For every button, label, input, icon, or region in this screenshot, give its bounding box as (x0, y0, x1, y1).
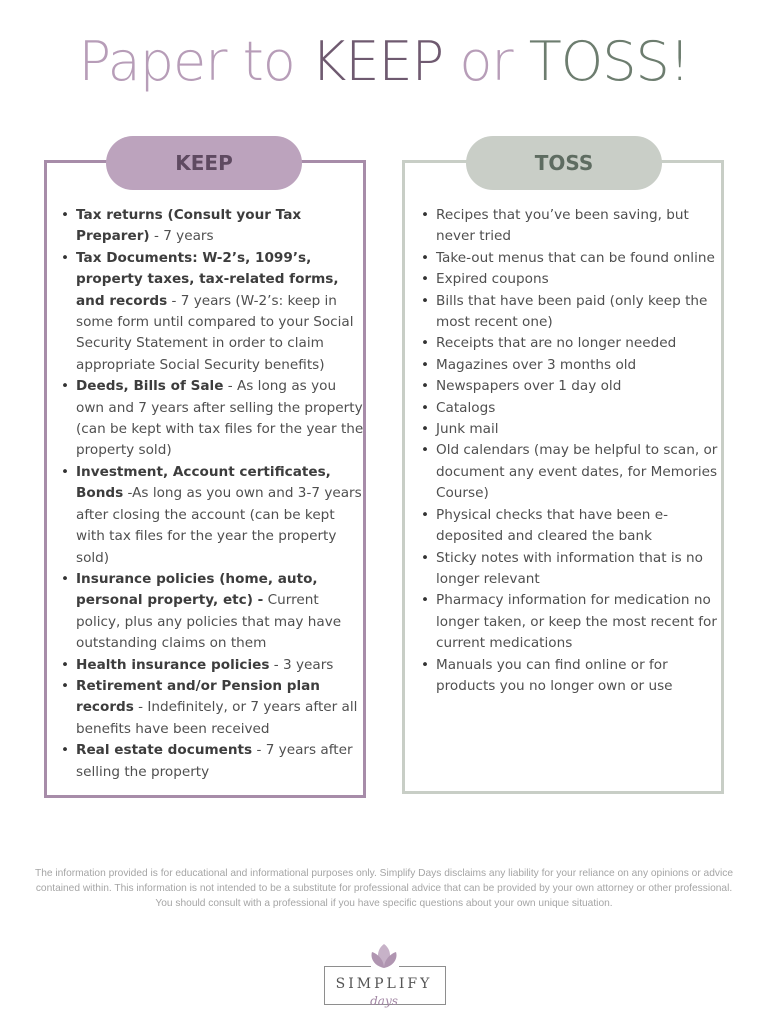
keep-item (76, 376, 366, 462)
toss-item: • Old calendars (may be helpful to scan, or document any event dates, for Memories Course) (436, 440, 726, 504)
keep-item-bold: Investment, Account certificates, Bonds (76, 463, 331, 502)
toss-header: TOSS (466, 136, 662, 190)
toss-item: • Junk mail (436, 419, 726, 440)
title-part-toss: TOSS! (528, 30, 690, 93)
keep-item-text: - 7 years (149, 228, 214, 245)
keep-item-text: Current policy, plus any policies that may have outstanding claims on them (76, 592, 342, 652)
keep-item (76, 740, 366, 783)
toss-item: • Take-out menus that can be found online (436, 248, 726, 269)
logo-script: days (370, 994, 398, 1008)
keep-item (76, 248, 366, 376)
toss-item: • Expired coupons (436, 269, 726, 290)
keep-item (76, 205, 366, 248)
title-part-paper: Paper to (78, 30, 311, 93)
keep-item-text: - 3 years (269, 656, 334, 673)
keep-header: KEEP (106, 136, 302, 190)
toss-item: • Bills that have been paid (only keep the most recent one) (436, 291, 726, 334)
keep-item-bold: Real estate documents (76, 742, 253, 759)
toss-list (416, 205, 726, 697)
keep-item-bold: Insurance policies (home, auto, personal property, etc) - (76, 570, 318, 609)
toss-item: • Physical checks that have been e-deposited and cleared the bank (436, 505, 726, 548)
simplify-days-logo (306, 942, 462, 1018)
toss-item: • Pharmacy information for medication no longer taken, or keep the most recent for current medications (436, 590, 726, 654)
keep-item-text: -As long as you own and 3-7 years after closing the account (can be kept with tax files for the year the property sold) (76, 485, 362, 566)
keep-item-text: - As long as you own and 7 years after selling the property (can be kept with tax files for the year the property sold) (76, 378, 364, 459)
disclaimer: The information provided is for educational and informational purposes only. Simplify Days disclaims any liability for your reliance on any opinions or advice contained within. This information is not intended to be a substitute for professional advice that can be provided by your own attorney or other professional. You should consult with a professional if you have specific questions about your own unique situation. (34, 868, 733, 909)
title-part-or: or (443, 30, 529, 93)
page-title (0, 30, 768, 93)
keep-item (76, 676, 366, 740)
toss-item: • Manuals you can find online or for products you no longer own or use (436, 655, 726, 698)
keep-list (56, 205, 366, 783)
keep-item-bold: Tax Documents: W-2’s, 1099’s, property taxes, tax-related forms, and records (76, 249, 339, 309)
toss-item: • Recipes that you’ve been saving, but never tried (436, 205, 726, 248)
keep-item (76, 569, 366, 655)
keep-item-bold: Retirement and/or Pension plan records (76, 677, 320, 716)
keep-item-text: - 7 years after selling the property (76, 742, 353, 780)
keep-item (76, 462, 366, 569)
keep-item (76, 655, 366, 676)
title-part-keep: KEEP (310, 30, 444, 93)
toss-item: • Newspapers over 1 day old (436, 376, 726, 397)
toss-item: • Sticky notes with information that is no longer relevant (436, 548, 726, 591)
keep-item-bold: Tax returns (Consult your Tax Preparer) (76, 207, 302, 245)
toss-item: • Receipts that are no longer needed (436, 333, 726, 354)
logo-wordmark: SIMPLIFY (335, 976, 433, 992)
keep-item-bold: Deeds, Bills of Sale (76, 378, 224, 395)
keep-item-text: - Indefinitely, or 7 years after all benefits have been received (76, 699, 358, 737)
keep-item-text: - 7 years (W-2’s: keep in some form until compared to your Social Security Statement in order to claim appropriate Social Security benefits) (76, 292, 354, 373)
toss-item: • Catalogs (436, 398, 726, 419)
toss-item: • Magazines over 3 months old (436, 355, 726, 376)
keep-item-bold: Health insurance policies (76, 656, 270, 673)
